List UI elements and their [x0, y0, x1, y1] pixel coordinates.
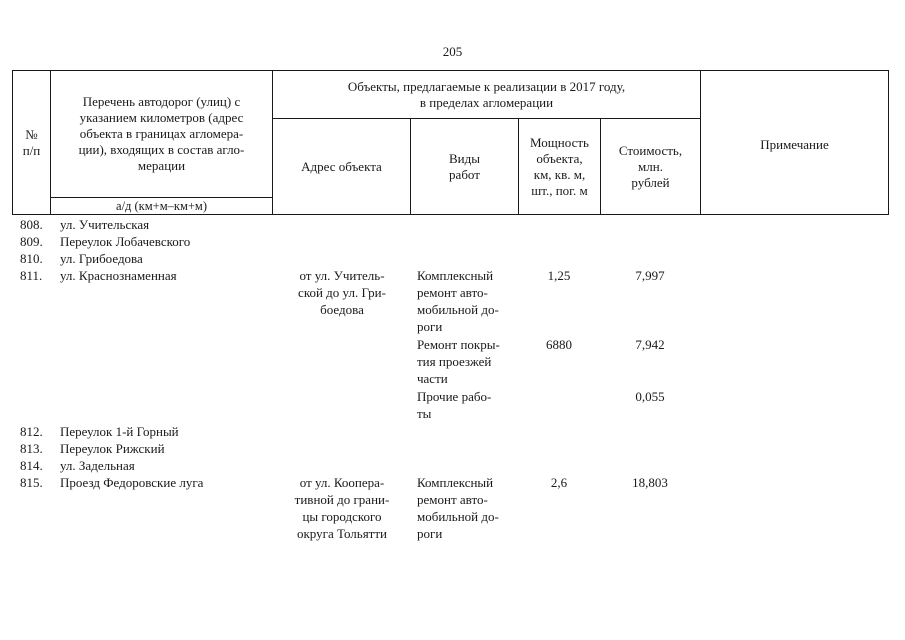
road-name: Переулок 1-й Горный — [60, 424, 179, 439]
work-type: Прочие рабо- ты — [417, 389, 492, 421]
table-row — [0, 440, 905, 457]
header-note: Примечание — [701, 71, 889, 215]
header-power: Мощность объекта, км, кв. м, шт., пог. м — [519, 119, 601, 215]
header-roads-sub: а/д (км+м–км+м) — [51, 198, 273, 215]
object-power: 6880 — [546, 337, 572, 352]
table-row — [0, 250, 905, 267]
row-number: 812. — [20, 424, 43, 439]
object-cost: 7,942 — [635, 337, 665, 352]
row-number: 808. — [20, 217, 43, 232]
table-row — [0, 267, 905, 334]
table-row — [0, 388, 905, 421]
road-name: ул. Учительская — [60, 217, 150, 232]
road-name: Переулок Лобачевского — [60, 234, 191, 249]
header-works: Виды работ — [411, 119, 519, 215]
road-name: ул. Задельная — [60, 458, 135, 473]
object-power: 2,6 — [550, 475, 568, 490]
table-row — [0, 336, 905, 386]
object-cost: 18,803 — [632, 475, 668, 490]
work-type: Комплексный ремонт авто- мобильной до- роги — [417, 475, 499, 541]
row-number: 810. — [20, 251, 43, 266]
header-cost: Стоимость, млн. рублей — [601, 119, 701, 215]
object-cost: 7,997 — [635, 268, 665, 283]
header-address: Адрес объекта — [273, 119, 411, 215]
work-type: Комплексный ремонт авто- мобильной до- роги — [417, 268, 499, 334]
table-row — [0, 474, 905, 541]
row-number: 811. — [20, 268, 43, 283]
table-header — [12, 70, 889, 215]
road-name: ул. Грибоедова — [60, 251, 143, 266]
work-type: Ремонт покры- тия проезжей части — [417, 337, 500, 386]
row-number: 809. — [20, 234, 43, 249]
road-name: Проезд Федоровские луга — [60, 475, 204, 490]
object-address: от ул. Учитель- ской до ул. Гри- боедова — [298, 268, 386, 317]
object-address: от ул. Коопера- тивной до грани- цы городского округа Тольятти — [294, 475, 390, 541]
road-name: ул. Краснознаменная — [60, 268, 177, 283]
object-cost: 0,055 — [635, 389, 665, 404]
header-num: № п/п — [13, 71, 51, 215]
page-number: 205 — [442, 44, 463, 59]
row-number: 814. — [20, 458, 43, 473]
table-row — [0, 233, 905, 250]
object-power: 1,25 — [547, 268, 571, 283]
header-roads: Перечень автодорог (улиц) с указанием километров (адрес объекта в границах агломера- ции), входящих в состав агло- мерации — [51, 71, 273, 198]
header-objects: Объекты, предлагаемые к реализации в 2017 году, в пределах агломерации — [273, 71, 701, 119]
table-row — [0, 457, 905, 474]
row-number: 813. — [20, 441, 43, 456]
row-number: 815. — [20, 475, 43, 490]
road-name: Переулок Рижский — [60, 441, 165, 456]
table-row — [0, 216, 905, 233]
table-row — [0, 423, 905, 440]
